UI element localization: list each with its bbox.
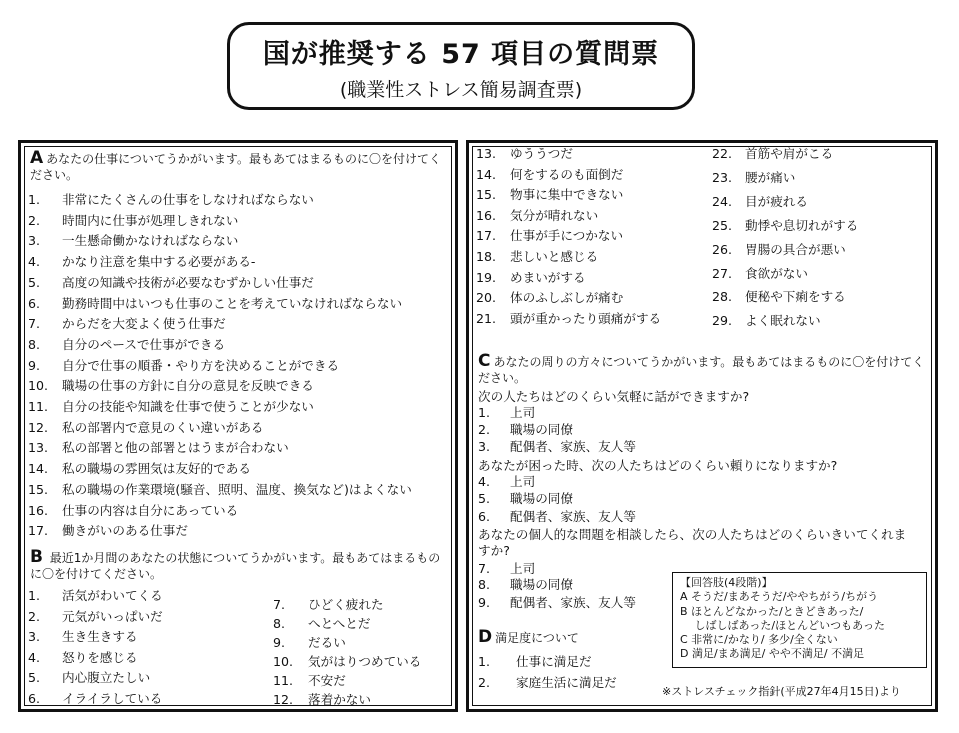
question-number: 7. <box>273 597 286 612</box>
question-number: 2. <box>28 608 41 624</box>
section-c-letter: C <box>478 351 491 371</box>
question-text: だるい <box>308 634 346 650</box>
question-number: 12. <box>273 691 294 707</box>
question-number: 7. <box>478 561 491 576</box>
question-item <box>273 654 421 670</box>
section-b-header <box>30 549 448 582</box>
question-text: ゆううつだ <box>510 146 573 161</box>
question-number: 15. <box>476 187 497 203</box>
question-item <box>28 503 238 519</box>
question-item <box>273 635 346 651</box>
question-number: 4. <box>28 649 41 665</box>
question-item <box>28 358 339 374</box>
question-item <box>476 228 623 244</box>
question-text: 生き生きする <box>62 629 138 645</box>
question-text: 職場の仕事の方針に自分の意見を反映できる <box>62 378 314 394</box>
question-item <box>712 170 795 186</box>
question-item <box>478 422 573 438</box>
question-text: かなり注意を集中する必要がある- <box>62 254 256 270</box>
question-text: 腰が痛い <box>745 169 796 185</box>
question-number: 6. <box>28 295 41 311</box>
section-d-heading: 満足度について <box>495 631 579 645</box>
question-text: 不安だ <box>308 672 346 688</box>
question-item <box>476 208 598 224</box>
question-item <box>478 675 617 691</box>
question-text: 何をするのも面倒だ <box>510 166 624 182</box>
question-number: 1. <box>478 654 491 669</box>
question-item <box>712 242 846 258</box>
question-number: 20. <box>476 290 497 306</box>
question-number: 4. <box>28 254 41 270</box>
question-item <box>712 266 808 282</box>
section-d-header <box>478 629 579 646</box>
question-text: 仕事に満足だ <box>516 654 592 669</box>
section-b-letter: B <box>30 547 43 567</box>
question-text: 私の職場の作業環境(騒音、照明、温度、換気など)はよくない <box>62 481 412 497</box>
question-number: 13. <box>28 440 49 456</box>
question-number: 29. <box>712 313 733 329</box>
question-item <box>478 474 535 490</box>
section-d-letter: D <box>478 627 493 647</box>
question-item <box>476 311 661 327</box>
legend-line: しばしばあった/ほとんどいつもあった <box>680 618 885 632</box>
question-number: 9. <box>28 357 41 373</box>
question-item <box>476 290 623 306</box>
question-number: 28. <box>712 289 733 305</box>
question-number: 17. <box>476 228 497 244</box>
question-text: 落着かない <box>308 691 371 707</box>
question-text: めまいがする <box>510 269 586 285</box>
question-text: 職場の同僚 <box>510 491 573 506</box>
question-text: イライラしている <box>62 691 163 706</box>
question-item <box>28 399 314 415</box>
question-item <box>28 461 251 477</box>
question-text: 内心腹立たしい <box>62 670 151 686</box>
question-number: 3. <box>28 233 41 249</box>
question-item <box>28 588 163 604</box>
question-text: 上司 <box>510 561 536 576</box>
question-item <box>478 439 636 455</box>
question-item <box>28 691 162 707</box>
question-number: 3. <box>28 629 41 645</box>
question-text: 体のふしぶしが痛む <box>510 290 624 306</box>
question-text: 自分で仕事の順番・やり方を決めることができる <box>62 357 340 373</box>
title-box <box>227 22 695 110</box>
question-number: 1. <box>28 192 41 207</box>
question-number: 16. <box>28 502 49 518</box>
section-c-question-3-cont: すか? <box>478 543 510 558</box>
question-item <box>273 597 384 613</box>
question-item <box>28 629 138 645</box>
section-c-instruction: あなたの周りの方々についてうかがいます。最もあてはまるものに〇を付けてください。 <box>478 355 925 385</box>
answer-legend <box>672 572 927 668</box>
question-number: 16. <box>476 207 497 223</box>
question-number: 6. <box>478 509 491 524</box>
question-item <box>28 378 314 394</box>
question-text: 上司 <box>510 405 536 420</box>
question-number: 14. <box>476 166 497 182</box>
question-text: 食欲がない <box>745 265 808 281</box>
question-number: 5. <box>478 491 491 506</box>
question-text: 頭が重かったり頭痛がする <box>510 310 662 326</box>
question-text: 自分の技能や知識を仕事で使うことが少ない <box>62 399 314 414</box>
question-number: 1. <box>28 588 41 603</box>
question-number: 11. <box>273 672 294 688</box>
section-c-question-3: あなたの個人的な問題を相談したら、次の人たちはどのくらいきいてくれま <box>478 527 907 542</box>
question-number: 2. <box>28 212 41 228</box>
question-number: 5. <box>28 670 41 686</box>
question-number: 12. <box>28 419 49 435</box>
section-a-instruction: あなたの仕事についてうかがいます。最もあてはまるものに〇を付けてください。 <box>30 152 441 182</box>
question-number: 23. <box>712 169 733 185</box>
question-item <box>712 194 808 210</box>
question-item <box>476 249 598 265</box>
question-item <box>28 482 412 498</box>
section-b-instruction: 最近1か月間のあなたの状態についてうかがいます。最もあてはまるものに〇を付けてください。 <box>30 551 441 581</box>
question-item <box>476 187 623 203</box>
question-item <box>28 192 314 208</box>
legend-line: B ほとんどなかった/ときどきあった/ <box>680 604 864 618</box>
question-text: 家庭生活に満足だ <box>516 675 617 690</box>
question-item <box>28 316 226 332</box>
section-c-question-1: 次の人たちはどのくらい気軽に話ができますか? <box>478 389 750 404</box>
question-item <box>273 616 370 632</box>
question-text: からだを大変よく使う仕事だ <box>62 316 226 332</box>
question-text: 配偶者、家族、友人等 <box>510 439 636 454</box>
question-item <box>28 609 163 625</box>
question-text: 便秘や下痢をする <box>745 289 846 305</box>
question-number: 11. <box>28 399 49 414</box>
question-number: 5. <box>28 274 41 290</box>
legend-title: 【回答肢(4段階)】 <box>680 576 773 589</box>
source-note: ※ストレスチェック指針(平成27年4月15日)より <box>662 685 901 698</box>
question-item <box>28 275 314 291</box>
section-a-header <box>30 150 448 183</box>
question-text: 職場の同僚 <box>510 422 573 437</box>
question-item <box>712 146 833 162</box>
question-number: 6. <box>28 691 41 706</box>
question-item <box>712 218 858 234</box>
question-text: 気がはりつめている <box>308 653 422 669</box>
question-item <box>28 670 150 686</box>
question-item <box>28 337 225 353</box>
question-item <box>273 673 346 689</box>
question-number: 21. <box>476 310 497 326</box>
legend-line: A そうだ/まあそうだ/ややちがう/ちがう <box>680 590 879 604</box>
question-item <box>28 254 255 270</box>
question-text: 職場の同僚 <box>510 577 573 592</box>
question-text: 上司 <box>510 474 536 489</box>
question-item <box>476 146 573 162</box>
question-number: 10. <box>28 378 49 394</box>
question-text: 自分のペースで仕事ができる <box>62 336 226 352</box>
question-text: よく眠れない <box>745 313 821 329</box>
question-item <box>478 491 573 507</box>
question-number: 9. <box>273 634 286 650</box>
question-item <box>478 577 573 593</box>
question-text: 活気がわいてくる <box>62 588 163 603</box>
question-number: 7. <box>28 316 41 332</box>
question-item <box>28 233 238 249</box>
question-text: 一生懸命働かなければならない <box>62 233 239 249</box>
question-item <box>28 523 188 539</box>
question-item <box>478 405 535 421</box>
question-item <box>476 270 586 286</box>
question-number: 27. <box>712 265 733 281</box>
question-text: 時間内に仕事が処理しきれない <box>62 212 239 228</box>
legend-line: D 満足/まあ満足/ やや不満足/ 不満足 <box>680 647 865 661</box>
question-number: 14. <box>28 461 49 477</box>
question-text: 私の部署と他の部署とはうまが合わない <box>62 440 289 456</box>
question-number: 2. <box>478 675 491 690</box>
question-item <box>712 289 846 305</box>
question-number: 17. <box>28 523 49 539</box>
question-text: ひどく疲れた <box>308 597 384 612</box>
question-number: 19. <box>476 269 497 285</box>
question-text: 怒りを感じる <box>62 649 138 665</box>
question-item <box>478 561 535 577</box>
question-number: 10. <box>273 653 294 669</box>
question-text: 配偶者、家族、友人等 <box>510 509 636 524</box>
question-item <box>28 440 289 456</box>
question-item <box>712 313 821 329</box>
question-text: 配偶者、家族、友人等 <box>510 595 636 610</box>
question-text: 働きがいのある仕事だ <box>62 523 188 539</box>
question-item <box>273 692 371 708</box>
question-number: 8. <box>273 615 286 631</box>
section-c-question-2: あなたが困った時、次の人たちはどのくらい頼りになりますか? <box>478 458 838 473</box>
question-number: 15. <box>28 481 49 497</box>
question-text: 高度の知識や技術が必要なむずかしい仕事だ <box>62 274 314 290</box>
question-item <box>478 595 636 611</box>
question-item <box>28 296 402 312</box>
question-text: 勤務時間中はいつも仕事のことを考えていなければならない <box>62 295 403 311</box>
question-text: 動悸や息切れがする <box>745 217 859 233</box>
section-a-letter: A <box>30 148 44 168</box>
question-number: 1. <box>478 405 491 420</box>
question-text: 首筋や肩がこる <box>745 146 834 161</box>
question-text: 物事に集中できない <box>510 187 624 203</box>
question-item <box>476 167 623 183</box>
question-text: 私の職場の雰囲気は友好的である <box>62 461 251 477</box>
question-text: 元気がいっぱいだ <box>62 608 163 624</box>
page-title: 国が推奨する 57 項目の質問票 <box>262 39 660 70</box>
page-subtitle: (職業性ストレス簡易調査票) <box>339 79 583 101</box>
question-number: 3. <box>478 439 491 454</box>
question-text: 非常にたくさんの仕事をしなければならない <box>62 192 314 207</box>
question-text: 私の部署内で意見のくい違いがある <box>62 419 264 435</box>
question-item <box>28 650 138 666</box>
question-text: 胃腸の具合が悪い <box>745 241 846 257</box>
question-number: 13. <box>476 146 497 161</box>
question-number: 9. <box>478 595 491 610</box>
section-c-header <box>478 353 928 386</box>
question-text: 仕事が手につかない <box>510 228 624 244</box>
question-item <box>478 509 636 525</box>
legend-line: C 非常に/かなり/ 多少/全くない <box>680 633 838 647</box>
question-number: 4. <box>478 474 491 489</box>
question-item <box>28 420 264 436</box>
question-number: 26. <box>712 241 733 257</box>
question-number: 8. <box>478 577 491 592</box>
question-text: 悲しいと感じる <box>510 249 599 264</box>
question-text: へとへとだ <box>308 615 371 631</box>
question-item <box>28 213 238 229</box>
question-number: 18. <box>476 249 497 264</box>
question-text: 気分が晴れない <box>510 207 599 223</box>
question-number: 2. <box>478 422 491 437</box>
question-text: 仕事の内容は自分にあっている <box>62 502 239 518</box>
question-text: 目が疲れる <box>745 193 808 209</box>
question-number: 24. <box>712 193 733 209</box>
question-item <box>478 654 592 670</box>
question-number: 25. <box>712 217 733 233</box>
question-number: 8. <box>28 336 41 352</box>
question-number: 22. <box>712 146 733 161</box>
